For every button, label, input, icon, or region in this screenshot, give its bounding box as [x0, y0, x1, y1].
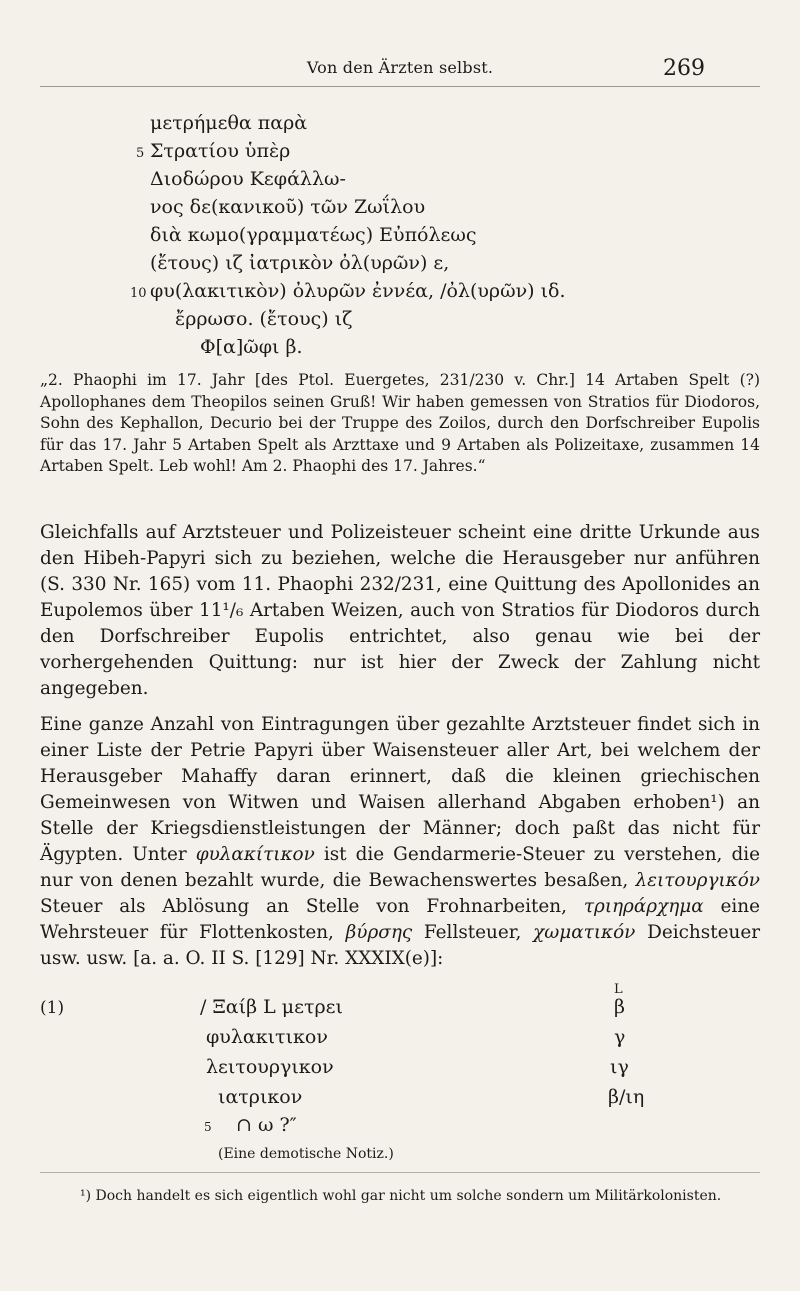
paragraph-part: Deichsteuer usw. usw. [a. a. O. II S. [129] Nr. XXXIX(e)]:	[40, 922, 760, 969]
running-head: Von den Ärzten selbst.	[306, 58, 494, 77]
greek-line: ἔρρωσο. (ἔτους) ιζ	[175, 308, 353, 330]
greek-line: (ἔτους) ιζ ἰατρικὸν ὀλ(υρῶν) ε,	[150, 252, 450, 274]
greek-line: Στρατίου ὑπὲρ	[150, 140, 291, 162]
greek-line: Διοδώρου Κεφάλλω-	[150, 168, 346, 190]
list-item-text: ∩ ω ?″	[236, 1114, 297, 1136]
line-number: 10	[130, 286, 147, 301]
footnote-rule	[40, 1172, 760, 1173]
greek-term: φυλακίτικον	[195, 844, 315, 865]
paragraph-text	[40, 712, 760, 972]
paragraph-petrie	[40, 712, 760, 972]
greek-line: φυ(λακιτικὸν) ὀλυρῶν ἐννέα, /ὀλ(υρῶν) ιδ.	[150, 280, 566, 302]
greek-term: χωματικόν	[533, 922, 636, 943]
greek-line: νος δε(κανικοῦ) τῶν Ζωΐλου	[150, 196, 426, 218]
list-item-value: β	[614, 996, 625, 1018]
line-number: 5	[136, 146, 145, 161]
list-item-text: / Ξαίβ L μετρει	[200, 996, 343, 1018]
paragraph-text: Gleichfalls auf Arztsteuer und Polizeisteuer scheint eine dritte Urkunde aus den Hibeh-Papyri sich zu beziehen, welche die Herausgeber nur anführen (S. 330 Nr. 165) vom 11. Phaophi 232/231, eine Quittung des Apollonides an Eupolemos über 11¹/₆ Artaben Weizen, auch von Stratios für Diodoros durch den Dorfschreiber Eupolis entrichtet, also genau wie bei der vorhergehenden Quittung: nur ist hier der Zweck der Zahlung nicht angegeben.	[40, 522, 760, 699]
demotic-note: (Eine demotische Notiz.)	[218, 1146, 394, 1162]
translation-block	[40, 370, 760, 478]
paragraph-hibeh	[40, 520, 760, 702]
list-item-value: ιγ	[610, 1056, 629, 1078]
paragraph-part: ist die Gendarmerie-Steuer zu verstehen, die nur von denen bezahlt wurde, die Bewachenswertes besaßen,	[40, 844, 760, 891]
greek-term: λειτουργικόν	[635, 870, 760, 891]
list-item-text: ιατρικον	[218, 1086, 303, 1108]
greek-term: τριηράρχημα	[583, 896, 704, 917]
list-header-symbol: L	[614, 982, 623, 997]
translation-text: „2. Phaophi im 17. Jahr [des Ptol. Euergetes, 231/230 v. Chr.] 14 Artaben Spelt (?) Apollophanes dem Theopilos seinen Gruß! Wir haben gemessen von Stratios für Diodoros, Sohn des Kephallon, Decurio bei der Truppe des Zoilos, durch den Dorfschreiber Eupolis für das 17. Jahr 5 Artaben Spelt als Arzttaxe und 9 Artaben als Polizeitaxe, zusammen 14 Artaben Spelt. Leb wohl! Am 2. Phaophi des 17. Jahres.“	[40, 371, 760, 475]
paragraph-part: Steuer als Ablösung an Stelle von Frohnarbeiten,	[40, 896, 567, 917]
list-entry-number: (1)	[40, 998, 65, 1018]
paragraph-part: Fellsteuer,	[423, 922, 522, 943]
list-item-value: γ	[614, 1026, 626, 1048]
list-item-text: λειτουργικον	[206, 1056, 334, 1078]
paragraph-part: eine Wehrsteuer für Flottenkosten,	[40, 896, 760, 943]
footnote: ¹) Doch handelt es sich eigentlich wohl gar nicht um solche sondern um Militärkolonisten.	[80, 1188, 722, 1204]
paragraph-part: Eine ganze Anzahl von Eintragungen über gezahlte Arztsteuer findet sich in einer Liste der Petrie Papyri über Waisensteuer aller Art, bei welchem der Herausgeber Mahaffy daran erinnert, daß die kleinen griechischen Gemeinwesen von Witwen und Waisen allerhand Abgaben erhoben¹) an Stelle der Kriegsdienstleistungen der Männer; doch paßt das nicht für Ägypten. Unter	[40, 714, 760, 865]
page-number: 269	[663, 56, 705, 81]
header-rule	[40, 86, 760, 87]
list-item-text: φυλακιτικον	[206, 1026, 328, 1048]
greek-line: Φ[α]ῶφι β.	[200, 336, 303, 358]
list-line-number: 5	[204, 1120, 212, 1134]
greek-term: βύρσης	[345, 922, 413, 943]
greek-line: μετρήμεθα παρὰ	[150, 112, 308, 134]
list-item-value: β/ιη	[608, 1086, 645, 1108]
greek-line: διὰ κωμο(γραμματέως) Εὐπόλεως	[150, 224, 477, 246]
